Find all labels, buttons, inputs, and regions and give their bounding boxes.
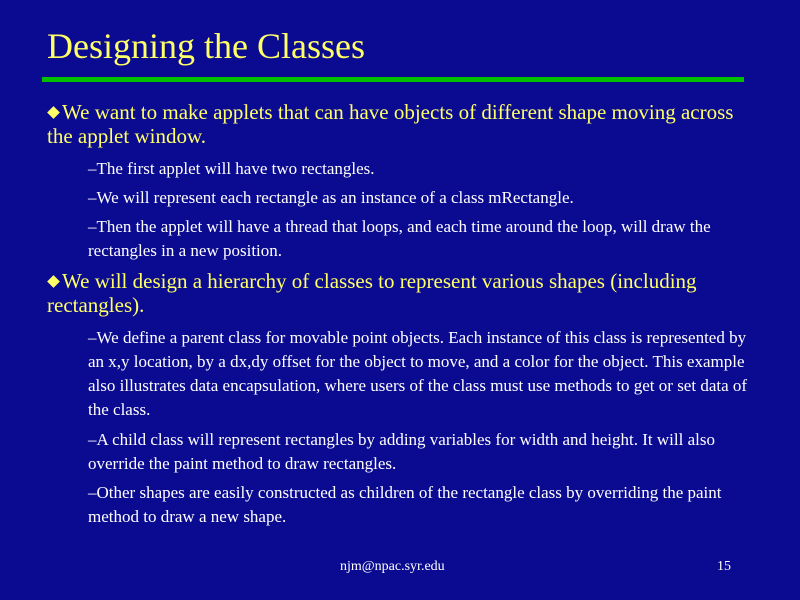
bullet-1-subitem-3: –Then the applet will have a thread that loops, and each time around the loop, will draw the rectangles in a new position.: [88, 217, 711, 260]
bullet-2-subitem-1: –We define a parent class for movable point objects. Each instance of this class is represented by an x,y location, by a dx,dy offset for the object to move, and a color for the object. This example also illustrates data encapsulation, where users of the class must use methods to get or set data of the class.: [88, 328, 748, 419]
bullet-1-subitem-2: –We will represent each rectangle as an instance of a class mRectangle.: [88, 188, 574, 207]
title-divider: [42, 77, 744, 82]
bullet-1-text: We want to make applets that can have objects of different shape moving across the applet window.: [47, 100, 734, 148]
bullet-2-subitem-3: –Other shapes are easily constructed as children of the rectangle class by overriding the paint method to draw a new shape.: [88, 483, 722, 526]
bullet-1: [47, 100, 747, 148]
bullet-2: [47, 269, 747, 317]
bullet-2-subitem-2: –A child class will represent rectangles by adding variables for width and height. It will also override the paint method to draw rectangles.: [88, 430, 715, 473]
page-number: 15: [717, 559, 731, 574]
footer-email: njm@npac.syr.edu: [340, 559, 445, 574]
bullet-1-subitem-1: –The first applet will have two rectangles.: [88, 159, 375, 178]
diamond-bullet-icon: [47, 106, 60, 119]
diamond-bullet-icon: [47, 275, 60, 288]
slide-title: Designing the Classes: [47, 26, 365, 66]
bullet-2-text: We will design a hierarchy of classes to represent various shapes (including rectangles).: [47, 269, 697, 317]
